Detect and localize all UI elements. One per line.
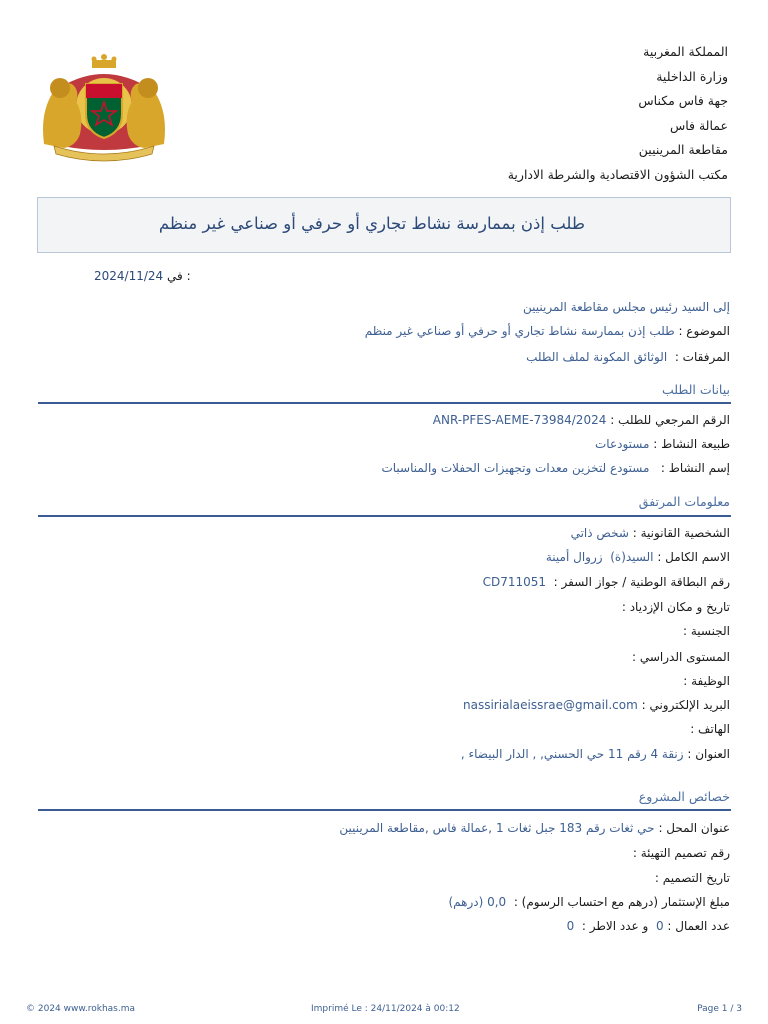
managers-label: و عدد الاطر :	[581, 919, 649, 933]
id-number-value: CD711051	[482, 575, 547, 589]
phone-row	[690, 722, 730, 736]
investment-label: مبلغ الإستثمار (درهم مع احتساب الرسوم) :	[513, 895, 730, 909]
address-value: زنقة 4 رقم 11 حي الحسني, , الدار البيضاء ,	[460, 747, 684, 761]
document-title: طلب إذن بممارسة نشاط تجاري أو حرفي أو صناعي غير منظم	[158, 214, 585, 233]
page-footer	[0, 1004, 768, 1020]
attachments-row	[526, 350, 730, 364]
header-line-kingdom: المملكة المغربية	[643, 44, 728, 59]
full-name-value: زروال أمينة	[545, 550, 603, 564]
education-row	[632, 650, 730, 664]
section-divider	[38, 809, 731, 811]
subject-value: طلب إذن بممارسة نشاط تجاري أو حرفي أو صناعي غير منظم	[364, 324, 675, 338]
job-label: الوظيفة :	[683, 674, 730, 688]
footer-page-number: Page 1 / 3	[697, 1004, 742, 1014]
authority-header	[428, 40, 728, 188]
attachments-label: المرفقات :	[674, 350, 730, 364]
full-name-row	[546, 550, 730, 564]
job-row	[683, 674, 730, 688]
id-number-label: رقم البطاقة الوطنية / جواز السفر :	[553, 575, 730, 589]
attachments-value: الوثائق المكونة لملف الطلب	[526, 350, 668, 364]
address-row	[461, 747, 730, 761]
email-row	[463, 698, 730, 712]
plan-date-label: تاريخ التصميم :	[654, 871, 730, 885]
header-line-office: مكتب الشؤون الاقتصادية والشرطة الادارية	[507, 166, 728, 182]
legal-status-label: الشخصية القانونية :	[632, 526, 730, 540]
activity-name-label: إسم النشاط :	[660, 461, 730, 475]
email-label: البريد الإلكتروني :	[641, 698, 730, 712]
subject-row	[365, 324, 730, 338]
activity-type-label: طبيعة النشاط :	[653, 437, 730, 451]
subject-label: الموضوع :	[678, 324, 730, 338]
address-label: العنوان :	[687, 747, 730, 761]
workers-label: عدد العمال :	[667, 919, 730, 933]
nationality-row	[683, 624, 730, 638]
investment-row	[448, 895, 730, 909]
full-name-title: السيد(ة)	[610, 550, 654, 564]
birth-row	[622, 600, 730, 614]
education-label: المستوى الدراسي :	[632, 650, 730, 664]
id-number-row	[483, 575, 730, 589]
nationality-label: الجنسية :	[683, 624, 730, 638]
workers-row	[567, 919, 730, 933]
investment-value: 0,0 (درهم)	[448, 895, 507, 909]
section-divider	[38, 515, 731, 517]
date-row	[94, 269, 191, 283]
activity-name-value: مستودع لتخزين معدات وتجهيزات الحفلات والمناسبات	[381, 461, 650, 475]
reference-row	[433, 413, 730, 427]
location-row	[339, 821, 730, 835]
plan-date-row	[655, 871, 730, 885]
applicant-section-title: معلومات المرتفق	[638, 494, 730, 509]
footer-copyright[interactable]: © 2024 www.rokhas.ma	[26, 1004, 136, 1014]
plan-number-label: رقم تصميم التهيئة :	[632, 846, 730, 860]
phone-label: الهاتف :	[690, 722, 730, 736]
request-section-title: بيانات الطلب	[661, 382, 730, 397]
legal-status-value: شخص ذاتي	[570, 526, 629, 540]
date-value: 2024/11/24	[94, 269, 164, 283]
section-divider	[38, 402, 731, 404]
coat-of-arms-emblem	[36, 54, 172, 162]
legal-status-row	[571, 526, 730, 540]
location-label: عنوان المحل :	[658, 821, 730, 835]
header-line-prefecture: عمالة فاس	[669, 117, 728, 133]
birth-label: تاريخ و مكان الإزدياد :	[621, 600, 730, 614]
coat-of-arms-icon	[36, 54, 172, 162]
workers-value: 0	[655, 919, 664, 933]
header-line-ministry: وزارة الداخلية	[656, 68, 728, 84]
full-name-label: الاسم الكامل :	[657, 550, 730, 564]
managers-value: 0	[566, 919, 575, 933]
activity-type-value: مستودعات	[594, 437, 650, 451]
date-label: في :	[167, 269, 191, 283]
addressee: إلى السيد رئيس مجلس مقاطعة المرينيين	[523, 300, 730, 314]
activity-type-row	[595, 437, 730, 451]
footer-print-date: Imprimé Le : 24/11/2024 à 00:12	[311, 1004, 460, 1014]
header-line-region: جهة فاس مكناس	[638, 93, 728, 109]
activity-name-row	[381, 461, 730, 475]
document-title-box	[37, 197, 731, 253]
header-line-district: مقاطعة المرينيين	[638, 142, 728, 158]
reference-value: ANR-PFES-AEME-73984/2024	[432, 413, 607, 427]
project-section-title: خصائص المشروع	[638, 789, 730, 804]
plan-number-row	[633, 846, 730, 860]
reference-label: الرقم المرجعي للطلب :	[610, 413, 730, 427]
location-value: حي ثغات رقم 183 جبل ثغات 1 ,عمالة فاس ,مقاطعة المرينيين	[339, 821, 655, 835]
email-value[interactable]: nassirialaeissrae@gmail.com	[463, 698, 638, 712]
